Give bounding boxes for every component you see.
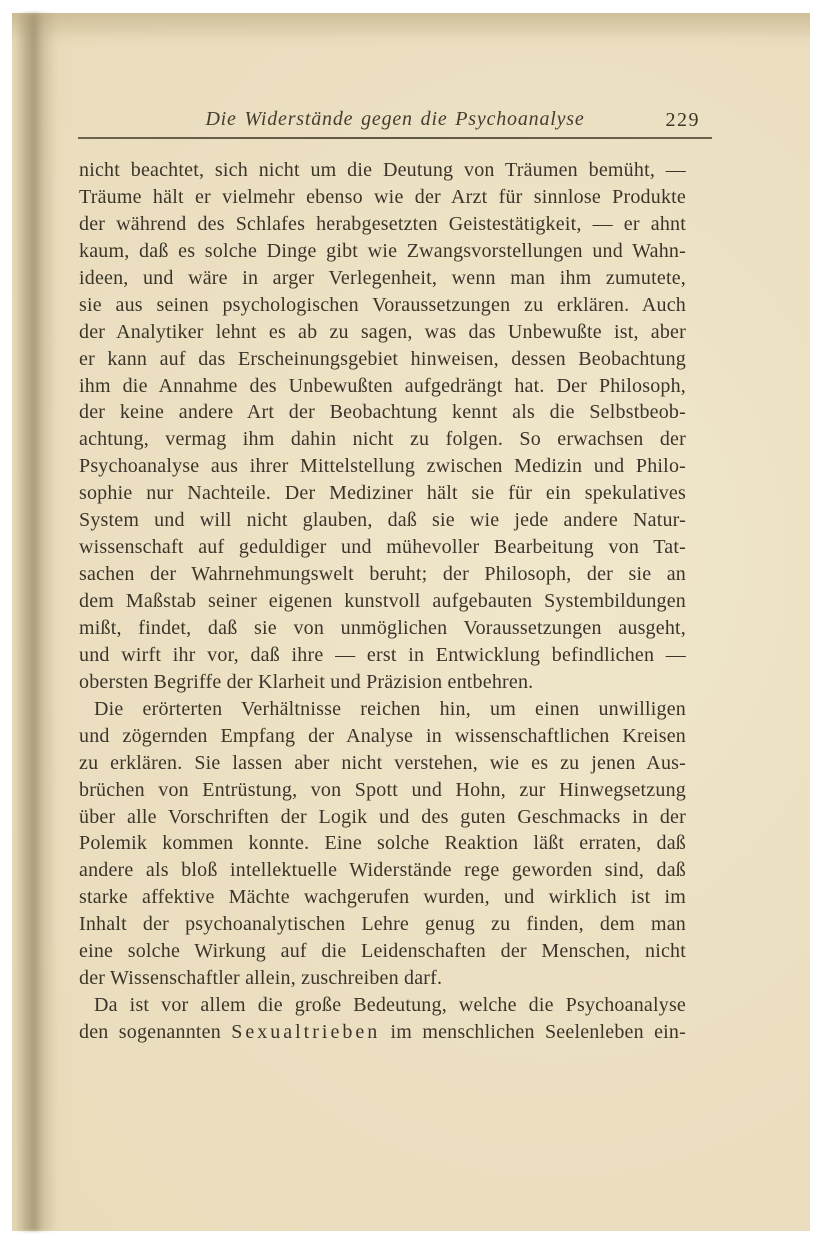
text-line: ihm die Annahme des Unbewußten aufgedrängt hat. Der Philosoph, <box>79 374 686 397</box>
running-head-title: Die Widerstände gegen die Psychoanalyse <box>205 108 585 130</box>
emphasized-word: Sexualtrieben <box>231 1021 381 1043</box>
text-line: Psychoanalyse aus ihrer Mittelstellung zwischen Medizin und Philo- <box>79 455 686 478</box>
text-line: System und will nicht glauben, daß sie wie jede andere Natur- <box>79 509 686 532</box>
text-line: er kann auf das Erscheinungsgebiet hinweisen, dessen Beobachtung <box>79 347 686 370</box>
text-line: sie aus seinen psychologischen Voraussetzungen zu erklären. Auch <box>79 293 686 316</box>
text-line: wissenschaft auf geduldiger und mühevoller Bearbeitung von Tat- <box>79 536 686 559</box>
text-line: Inhalt der psychoanalytischen Lehre genug zu finden, dem man <box>79 913 686 936</box>
text-line-letterspaced <box>79 1019 686 1046</box>
text-line: achtung, vermag ihm dahin nicht zu folgen. So erwachsen der <box>79 428 686 451</box>
text-segment: im menschlichen Seelenleben ein- <box>380 1021 686 1043</box>
text-line: der keine andere Art der Beobachtung kennt als die Selbstbeob- <box>79 401 686 424</box>
text-segment: den sogenannten <box>79 1021 232 1043</box>
paragraph-2 <box>79 696 686 992</box>
text-line: und zögernden Empfang der Analyse in wissenschaftlichen Kreisen <box>79 724 686 747</box>
text-line: dem Maßstab seiner eigenen kunstvoll aufgebauten Systembildungen <box>79 590 686 612</box>
text-line: obersten Begriffe der Klarheit und Präzision entbehren. <box>79 670 534 693</box>
text-line: brüchen von Entrüstung, von Spott und Hohn, zur Hinwegsetzung <box>79 778 686 801</box>
header-rule <box>78 137 712 139</box>
text-line: der während des Schlafes herabgesetzten Geistestätigkeit, — er ahnt <box>79 212 686 235</box>
text-line: nicht beachtet, sich nicht um die Deutung von Träumen bemüht, — <box>79 159 686 181</box>
text-line: Polemik kommen konnte. Eine solche Reaktion läßt erraten, daß <box>79 832 686 855</box>
running-head <box>78 108 712 136</box>
paragraph-3 <box>79 992 686 1046</box>
text-line: der Analytiker lehnt es ab zu sagen, was das Unbewußte ist, aber <box>79 320 686 343</box>
text-line: ideen, und wäre in arger Verlegenheit, wenn man ihm zumutete, <box>79 266 686 289</box>
page-number: 229 <box>665 109 700 131</box>
text-line: und wirft ihr vor, daß ihre — erst in Entwicklung befindlichen — <box>79 643 686 666</box>
text-line: kaum, daß es solche Dinge gibt wie Zwangsvorstellungen und Wahn- <box>79 239 686 262</box>
book-page <box>12 13 810 1231</box>
page-gutter-shadow <box>15 13 57 1231</box>
text-line: sachen der Wahrnehmungswelt beruht; der Philosoph, der sie an <box>79 563 686 586</box>
text-line: andere als bloß intellektuelle Widerstände rege geworden sind, daß <box>79 859 686 882</box>
text-line: der Wissenschaftler allein, zuschreiben darf. <box>79 967 443 990</box>
text-line: starke affektive Mächte wachgerufen wurden, und wirklich ist im <box>79 886 686 909</box>
text-line: Da ist vor allem die große Bedeutung, welche die Psychoanalyse <box>94 994 686 1017</box>
text-block <box>79 157 686 1046</box>
paragraph-1 <box>79 157 686 696</box>
text-line: sophie nur Nachteile. Der Mediziner hält sie für ein spekulatives <box>79 482 686 505</box>
page-top-shadow <box>12 13 810 39</box>
text-line: Träume hält er vielmehr ebenso wie der Arzt für sinnlose Produkte <box>79 185 686 208</box>
text-line: mißt, findet, daß sie von unmöglichen Voraussetzungen ausgeht, <box>79 616 686 639</box>
text-line: eine solche Wirkung auf die Leidenschaften der Menschen, nicht <box>79 940 686 963</box>
text-line: Die erörterten Verhältnisse reichen hin, um einen unwilligen <box>94 697 686 720</box>
text-line: zu erklären. Sie lassen aber nicht verstehen, wie es zu jenen Aus- <box>79 751 686 774</box>
text-line: über alle Vorschriften der Logik und des guten Geschmacks in der <box>79 805 686 828</box>
